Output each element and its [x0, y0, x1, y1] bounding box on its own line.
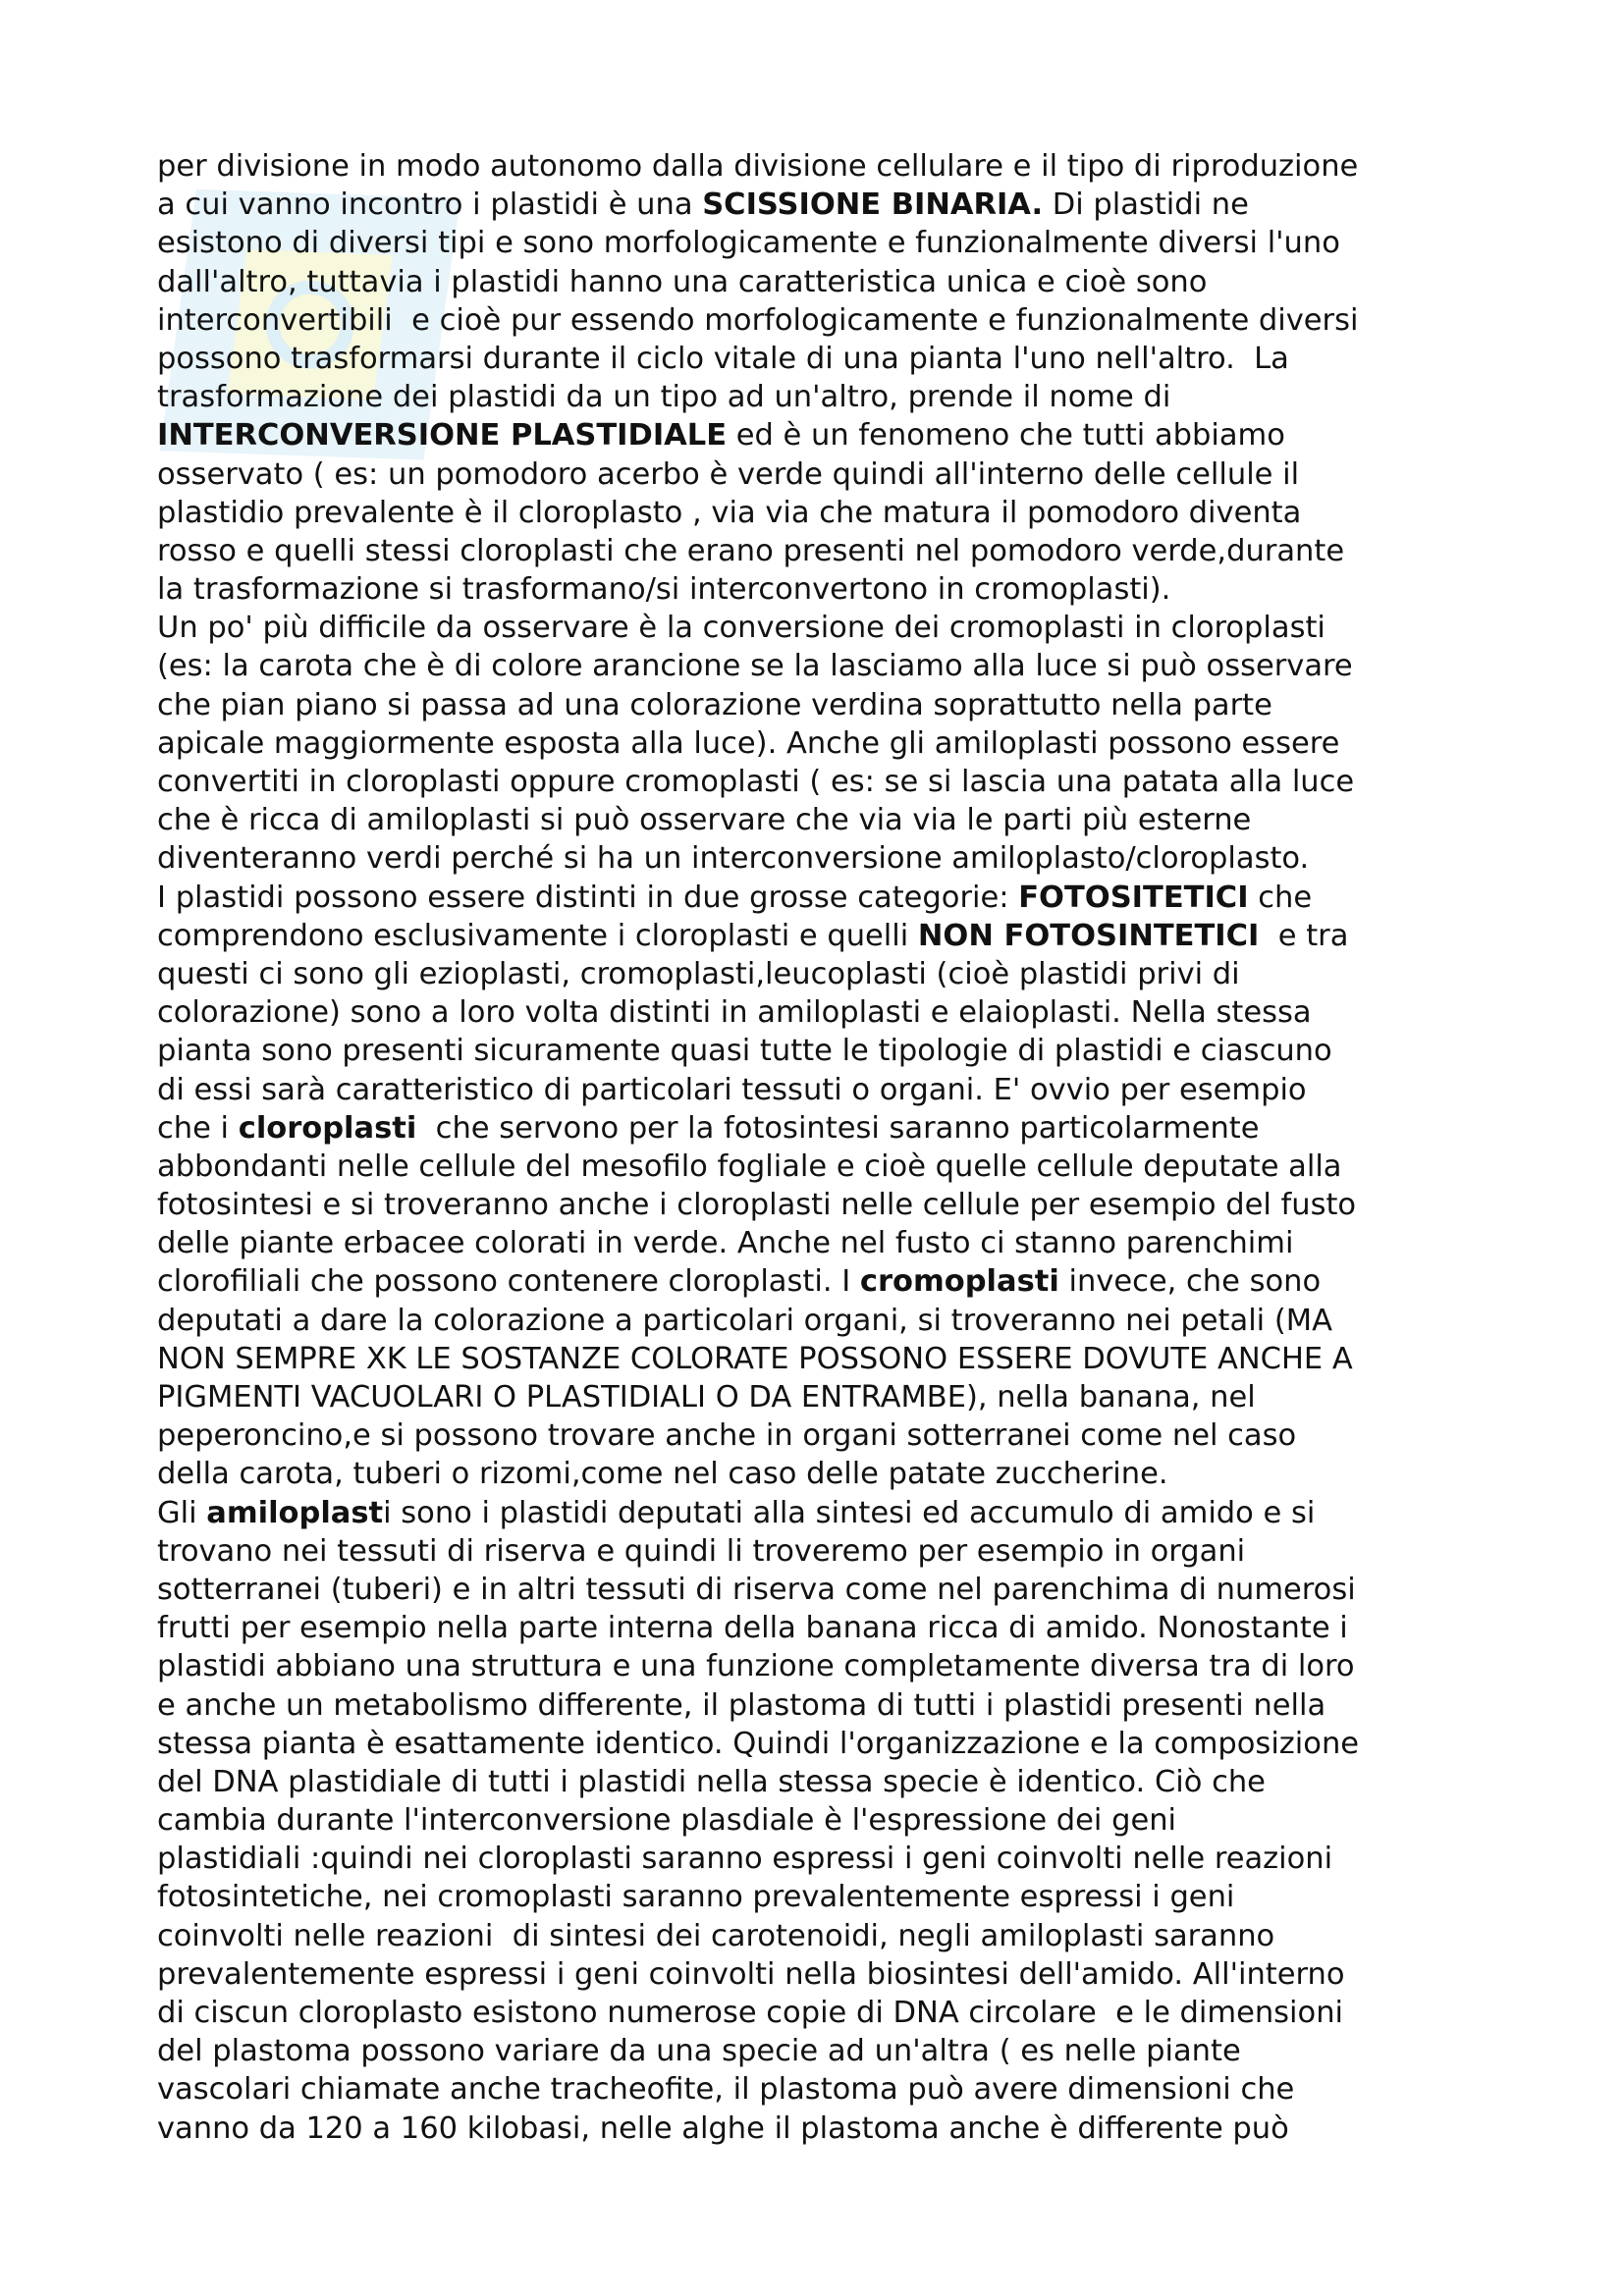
text-line [157, 1071, 1478, 1109]
text-segment: plastidio prevalente è il cloroplasto , via via che matura il pomodoro diventa [157, 495, 1302, 530]
text-line [157, 1725, 1478, 1763]
text-line [157, 1494, 1478, 1532]
text-line [157, 1917, 1478, 1955]
text-line [157, 1224, 1478, 1262]
text-line [157, 570, 1478, 609]
text-segment: comprendono esclusivamente i cloroplasti e quelli [157, 918, 918, 953]
text-segment: che i [157, 1110, 239, 1146]
text-line [157, 1994, 1478, 2032]
text-segment: peperoncino,e si possono trovare anche in organi sotterranei come nel caso [157, 1418, 1297, 1454]
text-segment: Un po' più difficile da osservare è la conversione dei cromoplasti in cloroplasti [157, 611, 1325, 646]
text-segment: che servono per la fotosintesi saranno particolarmente [416, 1110, 1260, 1146]
text-line [157, 1532, 1478, 1571]
text-segment: della carota, tuberi o rizomi,come nel caso delle patate zuccherine. [157, 1457, 1168, 1492]
text-segment: interconvertibili e cioè pur essendo morfologicamente e funzionalmente diversi [157, 302, 1359, 338]
text-segment: invece, che sono [1058, 1264, 1322, 1300]
text-line [157, 532, 1478, 570]
text-line [157, 455, 1478, 494]
text-line [157, 340, 1478, 378]
bold-term: cromoplasti [859, 1264, 1059, 1300]
text-line [157, 1801, 1478, 1840]
text-segment: sotterranei (tuberi) e in altri tessuti di riserva come nel parenchima di numerosi [157, 1572, 1356, 1607]
text-line [157, 263, 1478, 301]
text-line [157, 1262, 1478, 1301]
text-segment: di essi sarà caratteristico di particolari tessuti o organi. E' ovvio per esempio [157, 1072, 1307, 1107]
text-line [157, 1109, 1478, 1148]
text-segment: diventeranno verdi perché si ha un interconversione amiloplasto/cloroplasto. [157, 841, 1310, 877]
text-line [157, 1302, 1478, 1340]
text-segment: osservato ( es: un pomodoro acerbo è verde quindi all'interno delle cellule il [157, 456, 1300, 492]
text-line [157, 1840, 1478, 1878]
text-segment: prevalentemente espressi i geni coinvolti nella biosintesi dell'amido. All'interno [157, 1956, 1345, 1992]
text-line [157, 1763, 1478, 1801]
text-segment: la trasformazione si trasformano/si interconvertono in cromoplasti). [157, 572, 1171, 608]
text-line [157, 1378, 1478, 1416]
text-segment: questi ci sono gli ezioplasti, cromoplasti,leucoplasti (cioè plastidi privi di [157, 956, 1240, 991]
text-segment: trovano nei tessuti di riserva e quindi li troveremo per esempio in organi [157, 1533, 1246, 1569]
text-line [157, 2032, 1478, 2070]
text-segment: frutti per esempio nella parte interna della banana ricca di amido. Nonostante i [157, 1611, 1348, 1646]
text-segment: trasformazione dei plastidi da un tipo ad un'altro, prende il nome di [157, 380, 1171, 415]
bold-term: SCISSIONE BINARIA. [702, 187, 1044, 223]
text-segment: PIGMENTI VACUOLARI O PLASTIDIALI O DA ENTRAMBE), nella banana, nel [157, 1380, 1256, 1415]
text-line [157, 147, 1478, 186]
text-segment: Di plastidi ne [1043, 187, 1249, 223]
text-line [157, 763, 1478, 801]
bold-term: amiloplast [206, 1495, 384, 1530]
text-segment: dall'altro, tuttavia i plastidi hanno una caratteristica unica e cioè sono [157, 264, 1208, 299]
text-segment: ed è un fenomeno che tutti abbiamo [727, 418, 1285, 454]
text-line [157, 494, 1478, 532]
bold-term: NON FOTOSINTETICI [917, 918, 1260, 953]
text-segment: che pian piano si passa ad una colorazione verdina soprattutto nella parte [157, 687, 1272, 722]
text-line [157, 879, 1478, 917]
text-line [157, 1955, 1478, 1994]
text-line [157, 1647, 1478, 1685]
text-segment: Gli [157, 1495, 207, 1530]
bold-term: FOTOSITETICI [1018, 880, 1249, 915]
bold-term: INTERCONVERSIONE PLASTIDIALE [157, 418, 728, 454]
text-segment: deputati a dare la colorazione a particolari organi, si troveranno nei petali (MA [157, 1303, 1332, 1338]
text-line [157, 301, 1478, 340]
text-line [157, 2109, 1478, 2148]
text-segment: cambia durante l'interconversione plasdiale è l'espressione dei geni [157, 1803, 1177, 1839]
text-segment: fotosintesi e si troveranno anche i cloroplasti nelle cellule per esempio del fusto [157, 1188, 1357, 1223]
text-segment: apicale maggiormente esposta alla luce). Anche gli amiloplasti possono essere [157, 725, 1340, 761]
text-segment: delle piante erbacee colorati in verde. Anche nel fusto ci stanno parenchimi [157, 1226, 1294, 1261]
text-line [157, 1148, 1478, 1186]
text-segment: di ciscun cloroplasto esistono numerose copie di DNA circolare e le dimensioni [157, 1996, 1343, 2030]
text-line [157, 1455, 1478, 1493]
text-segment: e tra [1259, 918, 1349, 953]
text-segment: i sono i plastidi deputati alla sintesi ed accumulo di amido e si [383, 1495, 1316, 1530]
text-line [157, 993, 1478, 1032]
text-segment: colorazione) sono a loro volta distinti in amiloplasti e elaioplasti. Nella stessa [157, 995, 1312, 1031]
text-line [157, 839, 1478, 878]
text-line [157, 1878, 1478, 1916]
text-segment: del plastoma possono variare da una specie ad un'altra ( es nelle piante [157, 2034, 1241, 2069]
text-line [157, 1609, 1478, 1647]
text-segment: e anche un metabolismo differente, il plastoma di tutti i plastidi presenti nella [157, 1687, 1326, 1723]
text-segment: clorofiliali che possono contenere cloroplasti. I [157, 1264, 860, 1300]
text-segment: esistono di diversi tipi e sono morfologicamente e funzionalmente diversi l'uno [157, 226, 1340, 261]
text-segment: a cui vanno incontro i plastidi è una [157, 187, 703, 223]
text-line [157, 647, 1478, 685]
text-line [157, 1686, 1478, 1725]
text-line [157, 378, 1478, 416]
bold-term: cloroplasti [238, 1110, 417, 1146]
text-segment: (es: la carota che è di colore arancione se la lasciamo alla luce si può osservare [157, 649, 1353, 684]
text-line [157, 801, 1478, 839]
text-line [157, 186, 1478, 224]
text-line [157, 686, 1478, 724]
text-segment: rosso e quelli stessi cloroplasti che erano presenti nel pomodoro verde,durante [157, 533, 1345, 568]
text-segment: possono trasformarsi durante il ciclo vitale di una pianta l'uno nell'altro. La [157, 341, 1289, 376]
text-line [157, 1032, 1478, 1070]
text-segment: vanno da 120 a 160 kilobasi, nelle alghe il plastoma anche è differente può [157, 2110, 1289, 2146]
text-segment: NON SEMPRE XK LE SOSTANZE COLORATE POSSONO ESSERE DOVUTE ANCHE A [157, 1341, 1353, 1376]
text-line [157, 724, 1478, 763]
text-segment: che [1248, 880, 1313, 915]
text-segment: che è ricca di amiloplasti si può osservare che via via le parti più esterne [157, 803, 1252, 838]
text-segment: coinvolti nelle reazioni di sintesi dei carotenoidi, negli amiloplasti saranno [157, 1918, 1275, 1953]
text-segment: per divisione in modo autonomo dalla divisione cellulare e il tipo di riproduzione [157, 149, 1359, 184]
text-line [157, 1186, 1478, 1224]
text-segment: abbondanti nelle cellule del mesofilo fogliale e cioè quelle cellule deputate alla [157, 1148, 1342, 1184]
text-line [157, 1416, 1478, 1455]
text-line [157, 224, 1478, 262]
text-segment: I plastidi possono essere distinti in due grosse categorie: [157, 880, 1019, 915]
text-segment: fotosintetiche, nei cromoplasti saranno prevalentemente espressi i geni [157, 1880, 1235, 1915]
text-line [157, 1571, 1478, 1609]
text-segment: vascolari chiamate anche tracheofite, il plastoma può avere dimensioni che [157, 2072, 1295, 2108]
text-segment: plastidi abbiano una struttura e una funzione completamente diversa tra di loro [157, 1649, 1355, 1684]
text-line [157, 2070, 1478, 2109]
text-line [157, 609, 1478, 647]
text-segment: del DNA plastidiale di tutti i plastidi nella stessa specie è identico. Ciò che [157, 1764, 1266, 1799]
text-segment: plastidiali :quindi nei cloroplasti saranno espressi i geni coinvolti nelle reazioni [157, 1842, 1333, 1877]
document-body [157, 147, 1478, 2148]
text-segment: pianta sono presenti sicuramente quasi tutte le tipologie di plastidi e ciascuno [157, 1034, 1332, 1069]
text-line [157, 416, 1478, 454]
text-segment: convertiti in cloroplasti oppure cromoplasti ( es: se si lascia una patata alla luce [157, 765, 1355, 799]
text-line [157, 1340, 1478, 1378]
text-line [157, 917, 1478, 955]
text-line [157, 955, 1478, 993]
text-segment: stessa pianta è esattamente identico. Quindi l'organizzazione e la composizione [157, 1726, 1360, 1761]
